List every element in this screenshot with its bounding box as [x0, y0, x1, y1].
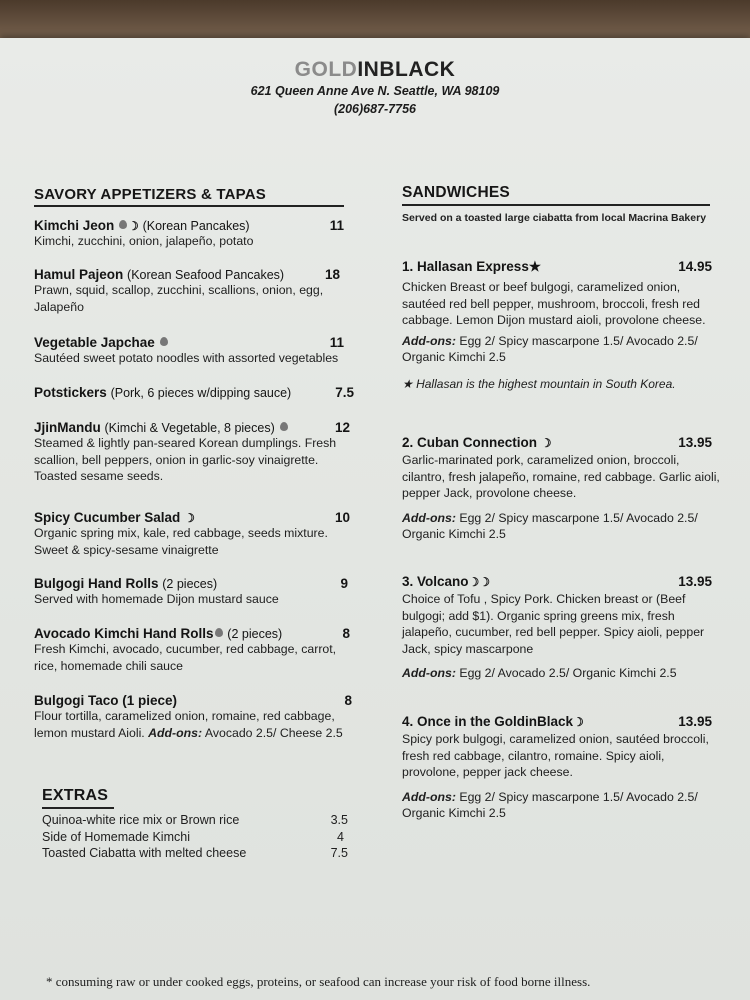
menu-item: Vegetable Japchae 11 Sautéed sweet potato noodles with assorted vegetables	[34, 335, 344, 365]
food-safety-disclaimer: * consuming raw or under cooked eggs, proteins, or seafood can increase your risk of food borne illness.	[46, 974, 591, 989]
restaurant-phone: (206)687-7756	[333, 102, 416, 116]
sandwiches-heading: SANDWICHES	[402, 184, 720, 206]
extras-list	[42, 812, 348, 862]
pepper-icon: ☽	[128, 219, 139, 233]
menu-item: Avocado Kimchi Hand Rolls (2 pieces) 8 Fresh Kimchi, avocado, cucumber, red cabbage, carrot, rice, homemade chili sauce	[34, 626, 350, 673]
sandwich-item: 4. Once in the GoldinBlack☽ 13.95 Spicy pork bulgogi, caramelized onion, sautéed broccoli, fresh red cabbage, cilantro, romaine. Spicy aioli, provolone, pepper jack cheese. Add-ons: Egg 2/ Spicy mascarpone 1.5/ Avocado 2.5/ Organic Kimchi 2.5	[402, 714, 712, 821]
menu-item: JjinMandu (Kimchi & Vegetable, 8 pieces) 12 Steamed & lightly pan-seared Korean dumplings. Fresh scallion, bell peppers, onion in garlic-soy vinaigrette. Toasted sesame seeds.	[34, 420, 350, 484]
sandwiches-intro: Served on a toasted large ciabatta from local Macrina Bakery	[402, 212, 707, 224]
pepper-icon: ☽	[184, 511, 195, 525]
menu-item: Hamul Pajeon (Korean Seafood Pancakes) 18 Prawn, squid, scallop, zucchini, scallions, onion, egg, Jalapeño	[34, 267, 340, 314]
sandwich-item: 2. Cuban Connection ☽ 13.95 Garlic-marinated pork, caramelized onion, broccoli, cilantro, fresh jalapeño, romaine, red cabbage. Garlic aioli, pepper Jack, provolone cheese. Add-ons: Egg 2/ Spicy mascarpone 1.5/ Avocado 2.5/ Organic Kimchi 2.5	[402, 435, 720, 542]
list-item: Side of Homemade Kimchi 4	[42, 829, 344, 844]
restaurant-logo: GOLDINBLACK	[294, 58, 456, 81]
pepper-icon: ☽	[540, 436, 552, 450]
pepper-icon: ☽	[573, 715, 584, 729]
leaf-drop-icon	[280, 422, 288, 431]
leaf-drop-icon	[215, 628, 223, 637]
leaf-drop-icon	[119, 220, 127, 229]
sandwich-item: 1. Hallasan Express★ 14.95 Chicken Breast or beef bulgogi, caramelized onion, sautéed red bell pepper, mushroom, broccoli, fresh red cabbage. Lemon Dijon mustard aioli, provolone cheese. Add-ons: Egg 2/ Spicy mascarpone 1.5/ Avocado 2.5/ Organic Kimchi 2.5 ★ Hallasan is the highest mountain in South Korea.	[402, 259, 712, 391]
menu-item: Bulgogi Hand Rolls (2 pieces) 9 Served with homemade Dijon mustard sauce	[34, 576, 348, 606]
menu-item: Potstickers (Pork, 6 pieces w/dipping sauce) 7.5	[34, 385, 354, 400]
extras-heading: EXTRAS	[42, 787, 114, 809]
appetizers-heading: SAVORY APPETIZERS & TAPAS	[34, 186, 354, 207]
menu-item: Spicy Cucumber Salad ☽ 10 Organic spring mix, kale, red cabbage, seeds mixture. Sweet & spicy-sesame vinaigrette	[34, 510, 350, 557]
list-item: Quinoa-white rice mix or Brown rice 3.5	[42, 813, 348, 827]
restaurant-address: 621 Queen Anne Ave N. Seattle, WA 98109	[250, 84, 500, 98]
leaf-drop-icon	[160, 337, 168, 346]
list-item: Toasted Ciabatta with melted cheese 7.5	[42, 846, 348, 861]
menu-item: Kimchi Jeon ☽ (Korean Pancakes) 11 Kimchi, zucchini, onion, jalapeño, potato	[34, 218, 344, 248]
pepper-icon: ☽☽	[468, 575, 491, 589]
sandwich-item: 3. Volcano☽☽ 13.95 Choice of Tofu , Spicy Pork. Chicken breast or (Beef bulgogi; add $1). Organic spring greens mix, fresh jalapeño, cucumber, red bell pepper. Spicy aioli, pepper Jack, spicy mascarpone Add-ons: Egg 2/ Avocado 2.5/ Organic Kimchi 2.5	[402, 574, 712, 681]
menu-item: Bulgogi Taco (1 piece) 8 Flour tortilla, caramelized onion, romaine, red cabbage, lemon mustard Aioli. Add-ons: Avocado 2.5/ Cheese 2.5	[34, 693, 352, 740]
